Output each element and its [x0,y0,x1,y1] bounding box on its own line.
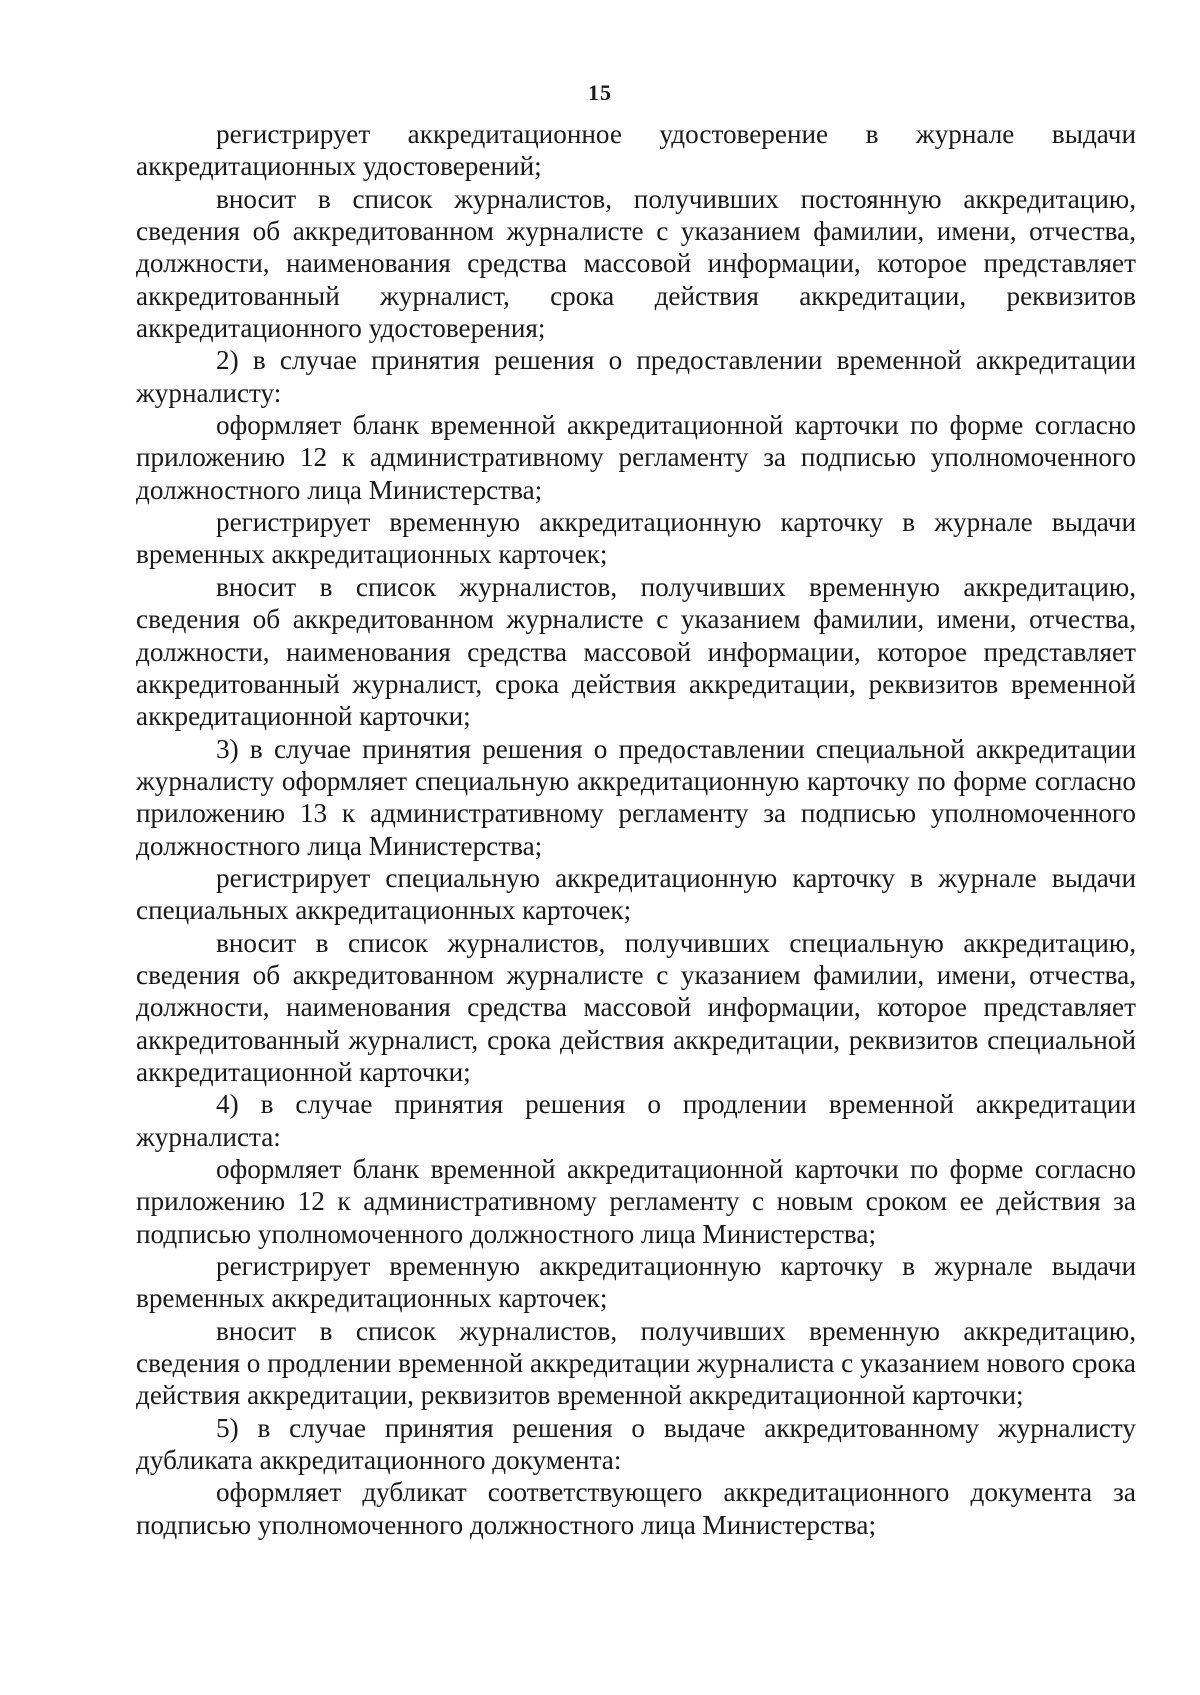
paragraph: регистрирует аккредитационное удостоверение в журнале выдачи аккредитационных удостоверений; [136,119,1136,182]
paragraph: 3) в случае принятия решения о предоставлении специальной аккредитации журналисту оформляет специальную аккредитационную карточку по форме согласно приложению 13 к административному регламенту за подписью уполномоченного должностного лица Министерства; [136,733,1136,861]
paragraph: оформляет дубликат соответствующего аккредитационного документа за подписью уполномоченного должностного лица Министерства; [136,1477,1136,1540]
paragraph: вносит в список журналистов, получивших постоянную аккредитацию, сведения об аккредитованном журналисте с указанием фамилии, имени, отчества, должности, наименования средства массовой информации, которое представляет аккредитованный журналист, срока действия аккредитации, реквизитов аккредитационного удостоверения; [136,183,1136,344]
paragraph: регистрирует временную аккредитационную карточку в журнале выдачи временных аккредитационных карточек; [136,507,1136,570]
document-body [136,118,1136,1541]
paragraph: оформляет бланк временной аккредитационной карточки по форме согласно приложению 12 к административному регламенту с новым сроком ее действия за подписью уполномоченного должностного лица Министерства; [136,1154,1136,1249]
paragraph: регистрирует временную аккредитационную карточку в журнале выдачи временных аккредитационных карточек; [136,1251,1136,1314]
paragraph: вносит в список журналистов, получивших временную аккредитацию, сведения об аккредитованном журналисте с указанием фамилии, имени, отчества, должности, наименования средства массовой информации, которое представляет аккредитованный журналист, срока действия аккредитации, реквизитов временной аккредитационной карточки; [136,571,1136,732]
paragraph: вносит в список журналистов, получивших специальную аккредитацию, сведения об аккредитованном журналисте с указанием фамилии, имени, отчества, должности, наименования средства массовой информации, которое представляет аккредитованный журналист, срока действия аккредитации, реквизитов специальной аккредитационной карточки; [136,927,1136,1087]
paragraph: 2) в случае принятия решения о предоставлении временной аккредитации журналисту: [136,345,1136,408]
paragraph: оформляет бланк временной аккредитационной карточки по форме согласно приложению 12 к административному регламенту за подписью уполномоченного должностного лица Министерства; [136,410,1136,505]
paragraph: 5) в случае принятия решения о выдаче аккредитованному журналисту дубликата аккредитационного документа: [136,1412,1136,1476]
paragraph: регистрирует специальную аккредитационную карточку в журнале выдачи специальных аккредитационных карточек; [136,862,1136,926]
paragraph: 4) в случае принятия решения о продлении временной аккредитации журналиста: [136,1089,1136,1152]
page-number: 15 [588,80,612,105]
paragraph: вносит в список журналистов, получивших временную аккредитацию, сведения о продлении временной аккредитации журналиста с указанием нового срока действия аккредитации, реквизитов временной аккредитационной карточки; [136,1315,1136,1411]
